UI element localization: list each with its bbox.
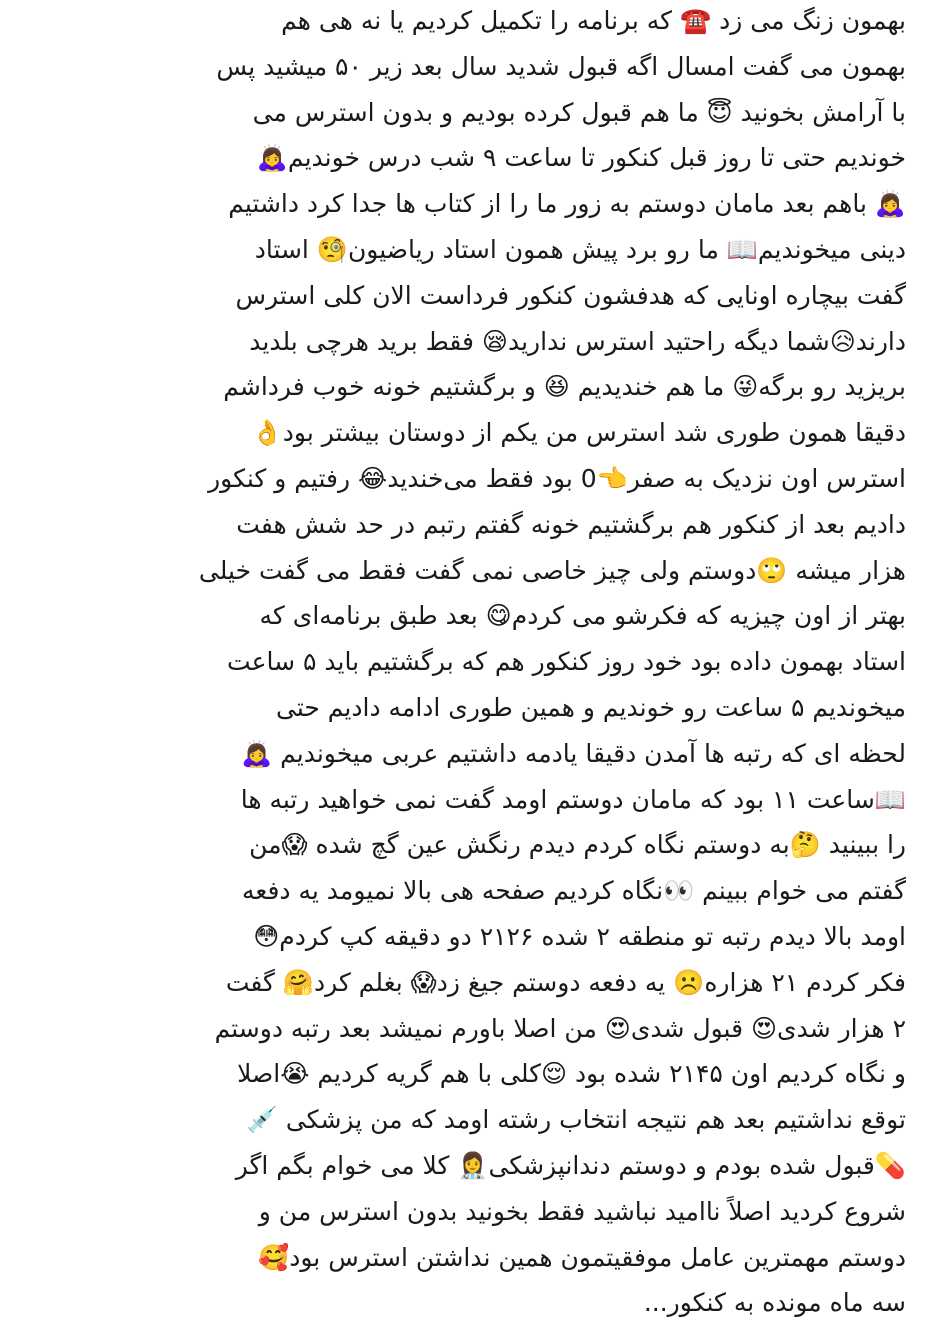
text-line: فکر کردم ۲۱ هزاره☹️ یه دفعه دوستم جیغ زد😱 بغلم کرد🤗 گفت — [225, 967, 906, 997]
text-line: گفت بیچاره اونایی که هدفشون کنکور فرداست الان کلی استرس — [235, 280, 906, 310]
text-line: هزار میشه 🙄دوستم ولی چیز خاصی نمی گفت فقط می گفت خیلی — [198, 555, 906, 585]
text-line: با آرامش بخونید 😇 ما هم قبول کرده بودیم و بدون استرس می — [252, 97, 906, 127]
text-line: استاد بهمون داده بود خود روز کنکور هم که برگشتیم باید ۵ ساعت — [227, 647, 906, 677]
text-line: سه ماه مونده به کنکور... — [643, 1288, 906, 1318]
text-line: دوستم مهمترین عامل موفقیتمون همین نداشتن استرس بود🥰 — [258, 1242, 906, 1272]
text-line: گفتم می خوام ببینم 👀نگاه کردیم صفحه هی بالا نمیومد یه دفعه — [242, 876, 906, 906]
text-line: دقیقا همون طوری شد استرس من یکم از دوستان بیشتر بود👌 — [251, 418, 906, 448]
text-line: لحظه ای که رتبه ها آمدن دقیقا یادمه داشتیم عربی میخوندیم 🙇‍♀️ — [241, 738, 906, 768]
text-line: دینی میخوندیم📖 ما رو برد پیش همون استاد ریاضیون🧐 استاد — [254, 234, 906, 264]
text-line: بهتر از اون چیزیه که فکرشو می کردم😋 بعد طبق برنامه‌ای که — [259, 601, 906, 631]
text-line: 📖ساعت ۱۱ بود که مامان دوستم اومد گفت نمی خواهید رتبه ها — [240, 784, 906, 814]
text-line: شروع کردید اصلاً ناامید نباشید فقط بخونید بدون استرس من و — [258, 1196, 906, 1226]
text-line: 🙇‍♀️ باهم بعد مامان دوستم به زور ما را از کتاب ها جدا کرد داشتیم — [228, 189, 906, 219]
text-line: را ببینید 🤔به دوستم نگاه کردم دیدم رنگش عین گچ شده 😱من — [249, 830, 906, 860]
text-line: 💊قبول شده بودم و دوستم دندانپزشکی👩‍⚕️ کلا می خوام بگم اگر — [235, 1150, 906, 1180]
text-line: دادیم بعد از کنکور هم برگشتیم خونه گفتم رتبم در حد شش هفت — [236, 509, 906, 539]
text-line: استرس اون نزدیک به صفر👈0 بود فقط می‌خندید😂 رفتیم و کنکور — [208, 463, 906, 493]
text-line: اومد بالا دیدم رتبه تو منطقه ۲ شده ۲۱۲۶ دو دقیقه کپ کردم😳 — [253, 921, 906, 951]
text-line: میخوندیم ۵ ساعت رو خوندیم و همین طوری ادامه دادیم حتی — [275, 692, 906, 722]
text-line: بریزید رو برگه😜 ما هم خندیدیم 😆 و برگشتیم خونه خوب فرداشم — [223, 372, 906, 402]
text-line: دارند😥شما دیگه راحتید استرس ندارید😪 فقط برید هرچی بلدید — [249, 326, 906, 356]
text-line: و نگاه کردیم اون ۲۱۴۵ شده بود 😌کلی با هم گریه کردیم 😭اصلا — [237, 1059, 906, 1089]
message-text — [26, 0, 906, 1326]
text-line: بهمون می گفت امسال اگه قبول شدید سال بعد زیر ۵۰ میشید پس — [216, 51, 906, 81]
text-line: بهمون زنگ می زد ☎️ که برنامه را تکمیل کردیم یا نه هی هم — [281, 6, 906, 35]
text-line: ۲ هزار شدی😍 قبول شدی😍 من اصلا باورم نمیشد بعد رتبه دوستم — [214, 1013, 906, 1043]
text-line: خوندیم حتی تا روز قبل کنکور تا ساعت ۹ شب درس خوندیم🙇‍♀️ — [256, 143, 906, 173]
text-line: توقع نداشتیم بعد هم نتیجه انتخاب رشته اومد که من پزشکی 💉 — [246, 1105, 906, 1135]
